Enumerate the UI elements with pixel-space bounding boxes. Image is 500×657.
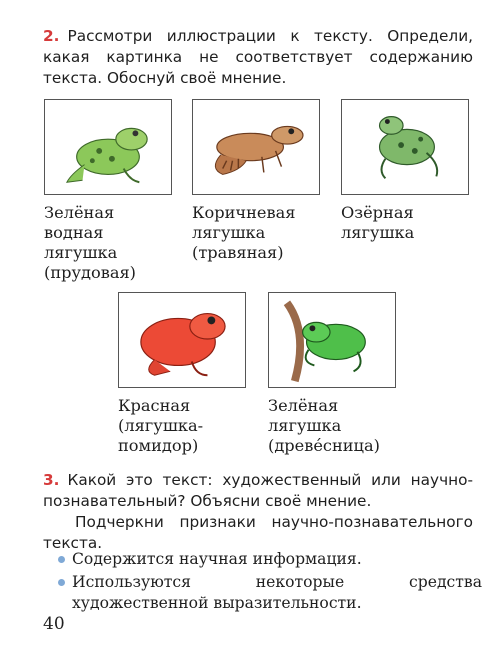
tree-frog-image xyxy=(268,292,396,388)
page-number: 40 xyxy=(43,614,65,634)
green-frog-illustration-icon xyxy=(45,100,171,194)
task-2 xyxy=(43,26,473,89)
caption-lake-frog: Озёрная лягушка xyxy=(341,203,415,242)
task-number: 3. xyxy=(43,471,60,489)
caption-tree-frog: Зелёная лягушка (древе́сница) xyxy=(268,396,380,455)
lake-frog-illustration-icon xyxy=(342,100,468,194)
task-text: Рассмотри иллюстрации к тексту. Определи, какая картинка не соответствует содержанию текста. Обоснуй своё мнение. xyxy=(43,27,473,87)
bullet-icon xyxy=(58,579,65,586)
task-subtext: Подчеркни признаки научно-познавательного текста. xyxy=(43,513,473,552)
lake-frog-image xyxy=(341,99,469,195)
list-item: Используются некоторые средства художественной выразительности. xyxy=(72,572,482,614)
green-frog-image xyxy=(44,99,172,195)
bullet-icon xyxy=(58,556,65,563)
task-text: Какой это текст: художественный или научно-познавательный? Объясни своё мнение. xyxy=(43,471,473,510)
list-item: Содержится научная информация. xyxy=(72,549,482,570)
tomato-frog-image xyxy=(118,292,246,388)
brown-frog-illustration-icon xyxy=(193,100,319,194)
caption-brown-frog: Коричневая лягушка (травяная) xyxy=(192,203,296,262)
task-number: 2. xyxy=(43,27,60,45)
caption-green-frog: Зелёная водная лягушка (прудовая) xyxy=(44,203,136,282)
brown-frog-image xyxy=(192,99,320,195)
feature-list xyxy=(72,549,482,616)
task-3 xyxy=(43,470,473,554)
tree-frog-illustration-icon xyxy=(269,293,395,387)
caption-tomato-frog: Красная (лягушка- помидор) xyxy=(118,396,204,455)
tomato-frog-illustration-icon xyxy=(119,293,245,387)
